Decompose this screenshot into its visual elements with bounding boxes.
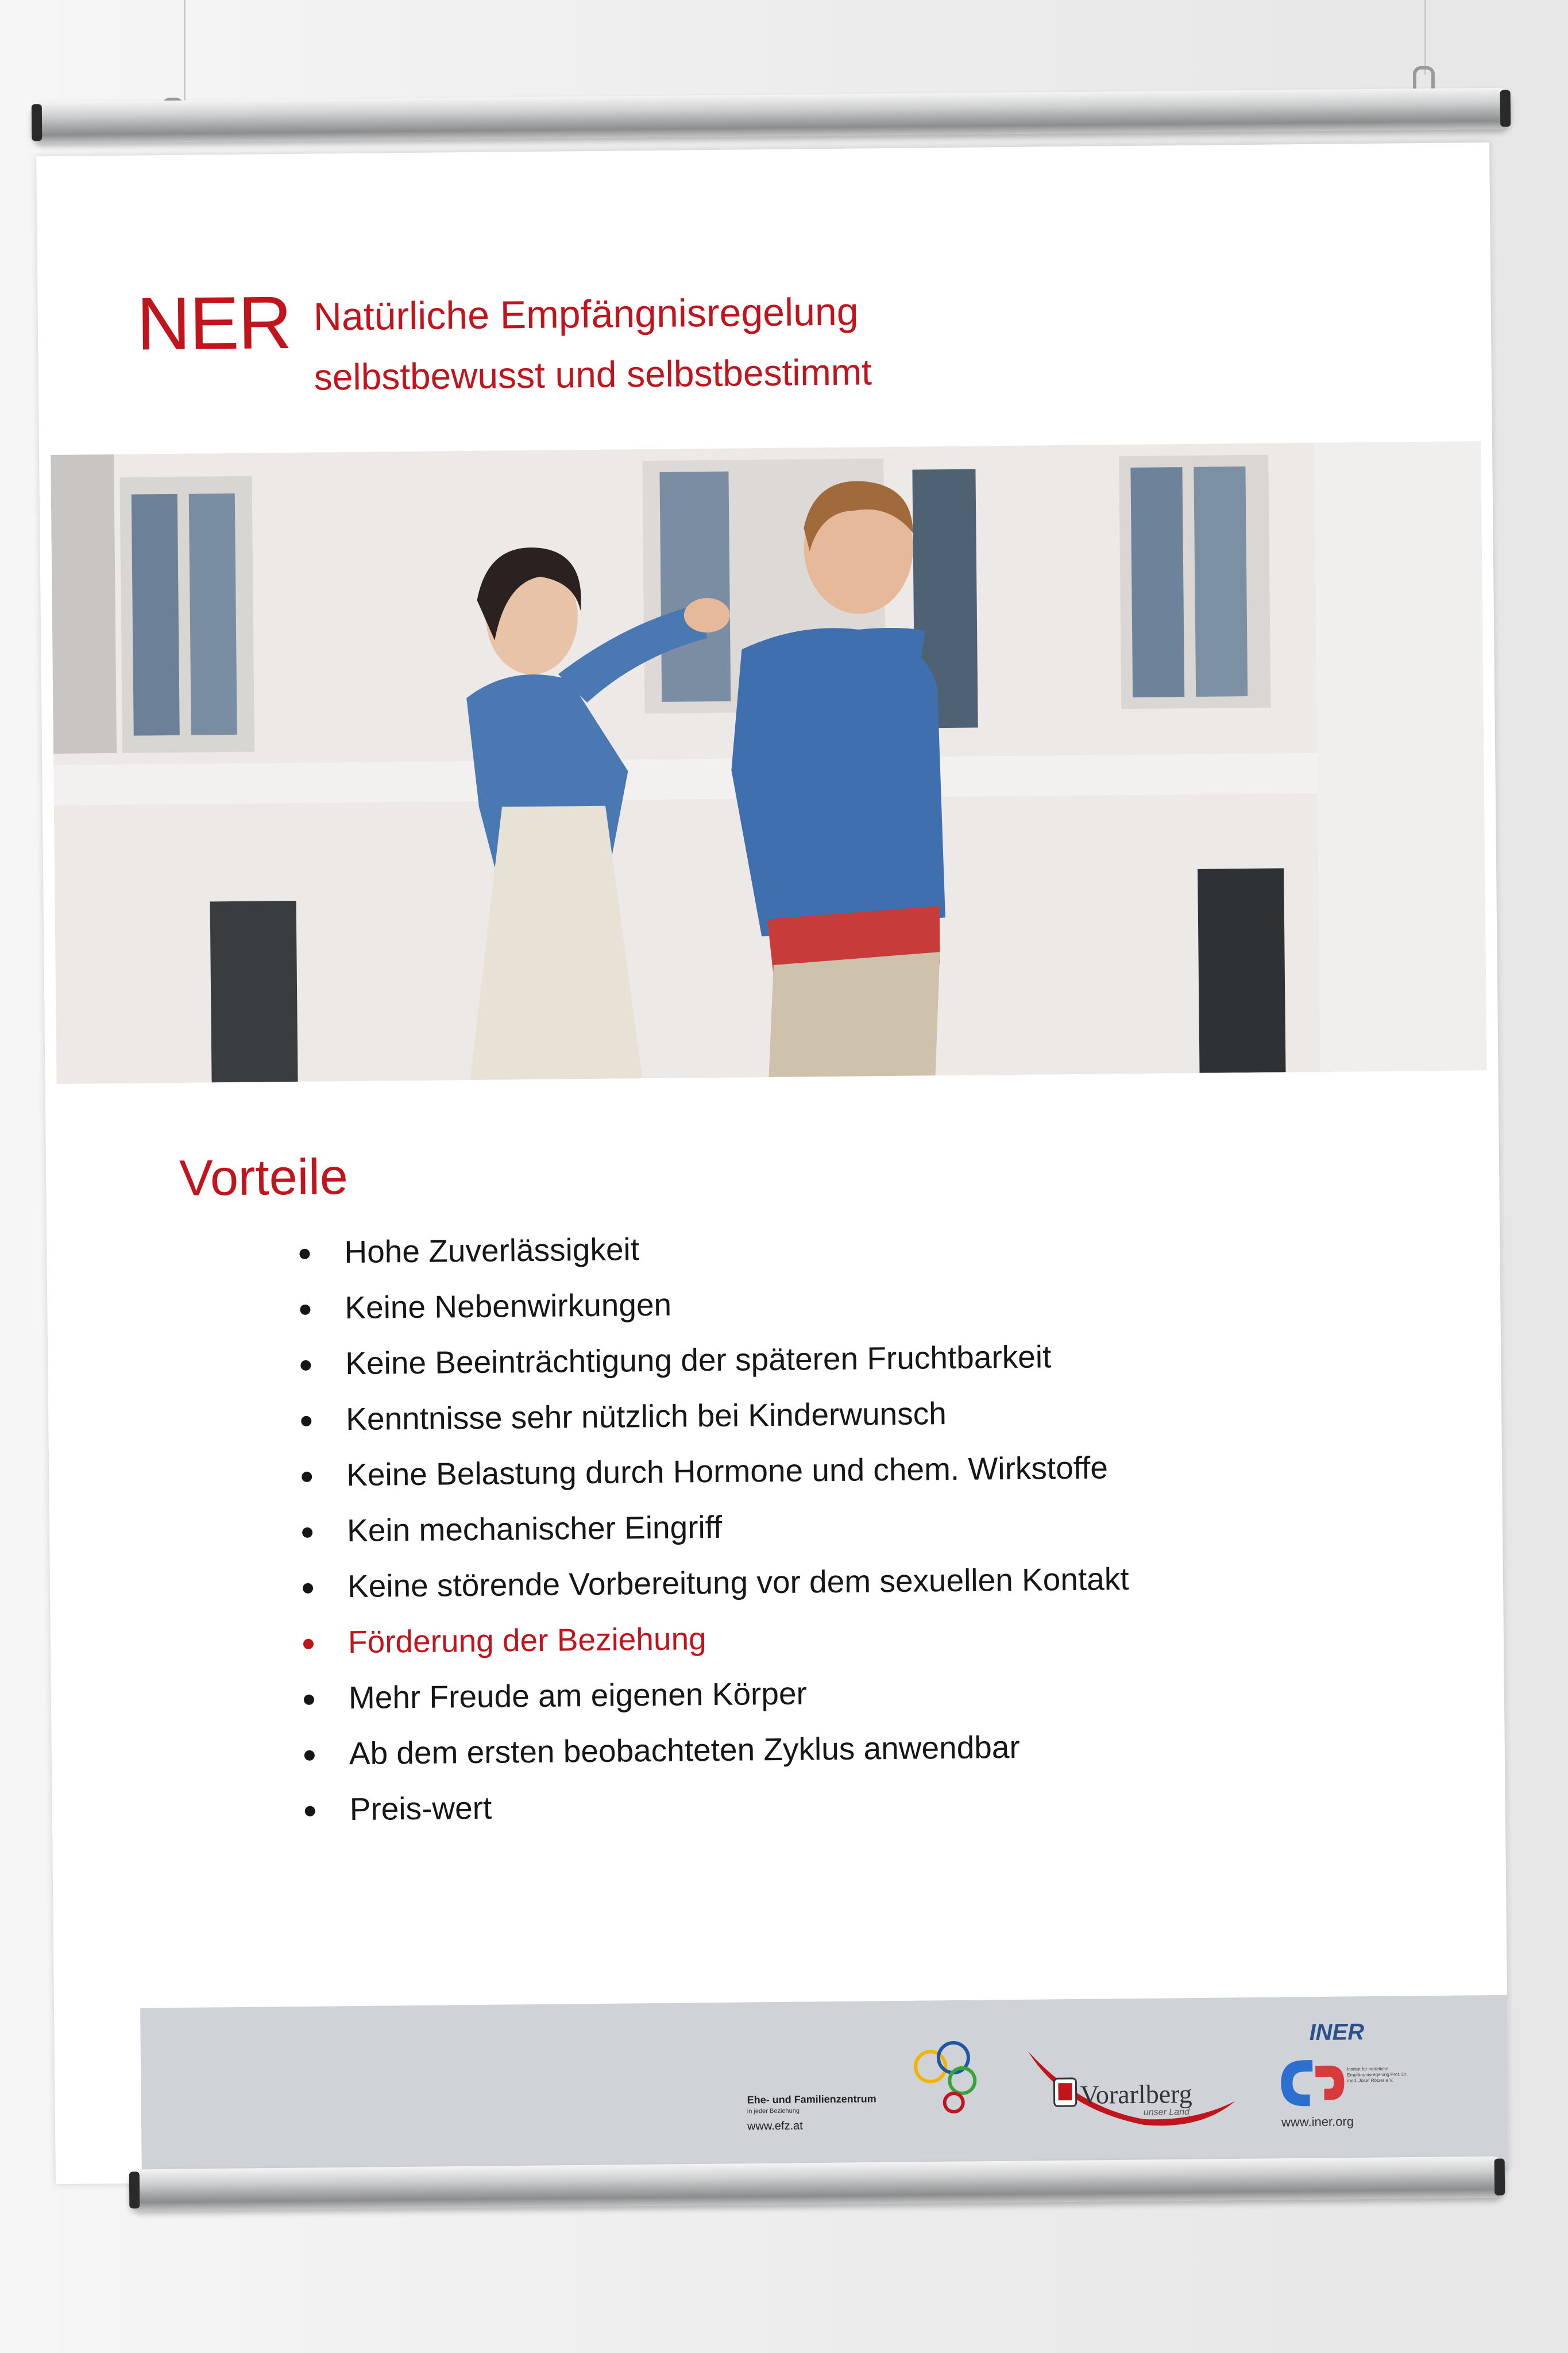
couple-photo [51, 441, 1486, 1084]
vorarlberg-logo [1028, 2038, 1242, 2132]
bullet-icon [301, 1416, 311, 1426]
bullet-icon [304, 1750, 315, 1761]
section-heading-vorteile: Vorteile [179, 1148, 349, 1206]
list-item-text: Förderung der Beziehung [347, 1621, 706, 1660]
iner-symbol-icon [1269, 2048, 1350, 2112]
list-item [300, 1337, 1127, 1401]
list-item-text: Preis-wert [349, 1789, 492, 1827]
poster-title: Natürliche Empfängnisregelung [313, 290, 859, 339]
list-item [303, 1560, 1129, 1624]
benefits-list [299, 1226, 1131, 1847]
poster-subtitle: selbstbewusst und selbstbestimmt [314, 351, 872, 398]
list-item [301, 1393, 1127, 1457]
bullet-icon [300, 1305, 310, 1315]
list-item-text: Keine störende Vorbereitung vor dem sexuellen Kontakt [347, 1561, 1129, 1604]
couple-photo-illustration [51, 441, 1486, 1084]
bullet-icon [305, 1806, 315, 1816]
list-item [304, 1727, 1131, 1791]
brand-logo-text: NER [136, 280, 292, 366]
vorarlberg-tagline: unser Land [1143, 2107, 1190, 2117]
list-item-text: Hohe Zuverlässigkeit [344, 1231, 640, 1270]
efz-logo [747, 2034, 989, 2133]
efz-tagline: in jeder Beziehung [747, 2107, 800, 2115]
list-item-text: Ab dem ersten beobachteten Zyklus anwendbar [349, 1729, 1021, 1772]
bullet-icon [300, 1360, 311, 1371]
list-item-text: Kenntnisse sehr nützlich bei Kinderwunsch [345, 1395, 947, 1437]
efz-rings-icon [907, 2034, 988, 2115]
list-item-text: Keine Nebenwirkungen [345, 1286, 672, 1326]
list-item [300, 1282, 1126, 1345]
list-item [304, 1672, 1130, 1735]
efz-url: www.efz.at [747, 2119, 803, 2133]
poster [36, 142, 1509, 2184]
bullet-icon [303, 1639, 314, 1649]
bullet-icon [303, 1583, 313, 1594]
bullet-icon [302, 1472, 312, 1482]
iner-name: INER [1309, 2019, 1365, 2046]
hanging-wire-left [184, 0, 186, 109]
list-item [302, 1505, 1129, 1568]
list-item-text: Keine Belastung durch Hormone und chem. Wirkstoffe [346, 1449, 1109, 1493]
list-item [304, 1783, 1131, 1847]
hanging-wire-right [1424, 0, 1426, 75]
list-item-text: Kein mechanischer Eingriff [346, 1509, 723, 1549]
iner-url: www.iner.org [1281, 2114, 1354, 2130]
list-item-text: Mehr Freude am eigenen Körper [348, 1675, 808, 1716]
list-item-highlighted [303, 1616, 1130, 1680]
iner-description: Institut für natürliche Empfängnisregelung Prof. Dr. med. Josef Rötzer e.V. [1347, 2066, 1408, 2084]
iner-logo [1269, 2019, 1465, 2135]
bullet-icon [302, 1527, 312, 1538]
bullet-icon [299, 1249, 310, 1259]
list-item-text: Keine Beeinträchtigung der späteren Fruchtbarkeit [345, 1338, 1052, 1382]
list-item [302, 1449, 1128, 1513]
bullet-icon [304, 1695, 314, 1705]
logo-footer [140, 1995, 1509, 2184]
vorarlberg-name: Vorarlberg [1080, 2079, 1192, 2109]
efz-name: Ehe- und Familienzentrum [747, 2093, 876, 2106]
list-item [299, 1226, 1126, 1290]
